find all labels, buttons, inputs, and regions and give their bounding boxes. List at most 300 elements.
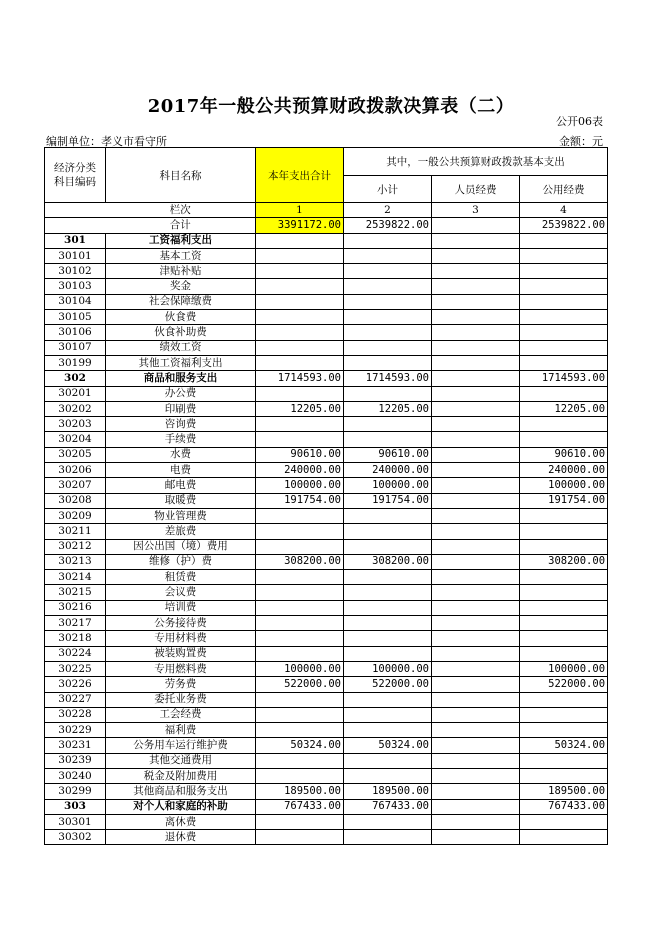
row-public: [520, 325, 608, 340]
row-personnel: [432, 616, 520, 631]
table-row: [45, 830, 608, 845]
row-subtotal: [344, 539, 432, 554]
row-public: [520, 233, 608, 248]
row-subtotal: 12205.00: [344, 401, 432, 416]
row-code: 30302: [45, 830, 106, 845]
row-subtotal: [344, 570, 432, 585]
row-name: 其他商品和服务支出: [106, 784, 256, 799]
row-public: 308200.00: [520, 554, 608, 569]
row-subtotal: [344, 310, 432, 325]
row-total: 308200.00: [256, 554, 344, 569]
row-name: 被装购置费: [106, 646, 256, 661]
row-name: 奖金: [106, 279, 256, 294]
row-personnel: [432, 738, 520, 753]
row-subtotal: [344, 814, 432, 829]
row-total: 240000.00: [256, 463, 344, 478]
row-name: 退休费: [106, 830, 256, 845]
table-row: [45, 294, 608, 309]
table-row: [45, 677, 608, 692]
row-code: 30217: [45, 616, 106, 631]
row-total: [256, 646, 344, 661]
total-total: 3391172.00: [256, 218, 344, 233]
row-name: 因公出国（境）费用: [106, 539, 256, 554]
row-public: [520, 524, 608, 539]
row-personnel: [432, 432, 520, 447]
row-code: 30201: [45, 386, 106, 401]
row-total: [256, 692, 344, 707]
row-public: [520, 814, 608, 829]
header-group: 其中，一般公共预算财政拨款基本支出: [344, 148, 608, 176]
table-row: [45, 371, 608, 386]
row-code: 30224: [45, 646, 106, 661]
row-personnel: [432, 386, 520, 401]
row-personnel: [432, 661, 520, 676]
header-public: 公用经费: [520, 176, 608, 203]
row-total: [256, 508, 344, 523]
row-subtotal: [344, 524, 432, 539]
row-code: 302: [45, 371, 106, 386]
row-name: 伙食补助费: [106, 325, 256, 340]
total-subtotal: 2539822.00: [344, 218, 432, 233]
row-total: 1714593.00: [256, 371, 344, 386]
row-code: 30103: [45, 279, 106, 294]
row-total: [256, 355, 344, 370]
table-row: [45, 264, 608, 279]
row-personnel: [432, 585, 520, 600]
row-personnel: [432, 554, 520, 569]
row-total: 522000.00: [256, 677, 344, 692]
row-code: 30205: [45, 447, 106, 462]
row-subtotal: 240000.00: [344, 463, 432, 478]
row-public: [520, 585, 608, 600]
row-public: [520, 248, 608, 263]
table-row: [45, 447, 608, 462]
row-name: 税金及附加费用: [106, 768, 256, 783]
row-name: 基本工资: [106, 248, 256, 263]
row-name: 印刷费: [106, 401, 256, 416]
row-code: 30215: [45, 585, 106, 600]
row-name: 伙食费: [106, 310, 256, 325]
table-row: [45, 432, 608, 447]
row-public: [520, 539, 608, 554]
row-subtotal: [344, 233, 432, 248]
row-personnel: [432, 646, 520, 661]
table-row: [45, 539, 608, 554]
table-row: [45, 340, 608, 355]
row-name: 培训费: [106, 600, 256, 615]
row-personnel: [432, 723, 520, 738]
row-name: 其他交通费用: [106, 753, 256, 768]
row-code: 30202: [45, 401, 106, 416]
row-public: 90610.00: [520, 447, 608, 462]
row-code: 303: [45, 799, 106, 814]
table-row: [45, 570, 608, 585]
row-personnel: [432, 417, 520, 432]
row-name: 公务用车运行维护费: [106, 738, 256, 753]
row-total: [256, 233, 344, 248]
total-label: 合计: [106, 218, 256, 233]
row-subtotal: [344, 386, 432, 401]
row-code: 30231: [45, 738, 106, 753]
row-total: [256, 753, 344, 768]
row-personnel: [432, 814, 520, 829]
row-code: 30218: [45, 631, 106, 646]
row-code: 301: [45, 233, 106, 248]
row-total: [256, 386, 344, 401]
row-code: 30206: [45, 463, 106, 478]
row-public: 191754.00: [520, 493, 608, 508]
row-code: 30299: [45, 784, 106, 799]
row-subtotal: 50324.00: [344, 738, 432, 753]
row-name: 咨询费: [106, 417, 256, 432]
row-code: 30227: [45, 692, 106, 707]
row-total: [256, 310, 344, 325]
row-personnel: [432, 570, 520, 585]
row-code: 30213: [45, 554, 106, 569]
row-total: [256, 570, 344, 585]
row-code: 30209: [45, 508, 106, 523]
row-public: [520, 723, 608, 738]
row-total: [256, 432, 344, 447]
header-name: 科目名称: [106, 148, 256, 203]
row-personnel: [432, 600, 520, 615]
row-public: [520, 616, 608, 631]
row-total: [256, 814, 344, 829]
budget-table: [44, 147, 608, 845]
row-public: [520, 753, 608, 768]
table-row: [45, 310, 608, 325]
row-personnel: [432, 233, 520, 248]
table-row: [45, 493, 608, 508]
row-personnel: [432, 677, 520, 692]
row-subtotal: 767433.00: [344, 799, 432, 814]
row-name: 取暖费: [106, 493, 256, 508]
row-name: 专用燃料费: [106, 661, 256, 676]
row-name: 津贴补贴: [106, 264, 256, 279]
table-row: [45, 784, 608, 799]
row-code: 30105: [45, 310, 106, 325]
header-total: 本年支出合计: [256, 148, 344, 203]
row-total: [256, 707, 344, 722]
row-personnel: [432, 310, 520, 325]
row-subtotal: [344, 417, 432, 432]
row-subtotal: [344, 600, 432, 615]
row-personnel: [432, 264, 520, 279]
row-personnel: [432, 355, 520, 370]
row-total: [256, 340, 344, 355]
row-total: [256, 723, 344, 738]
table-row: [45, 554, 608, 569]
row-subtotal: [344, 616, 432, 631]
row-total: [256, 631, 344, 646]
row-subtotal: 100000.00: [344, 478, 432, 493]
row-total: 100000.00: [256, 478, 344, 493]
row-total: [256, 830, 344, 845]
row-code: 30204: [45, 432, 106, 447]
row-personnel: [432, 279, 520, 294]
table-row: [45, 723, 608, 738]
table-row: [45, 585, 608, 600]
row-code: 30199: [45, 355, 106, 370]
row-code: 30214: [45, 570, 106, 585]
row-personnel: [432, 539, 520, 554]
row-public: 522000.00: [520, 677, 608, 692]
index-label: 栏次: [106, 203, 256, 218]
row-public: 767433.00: [520, 799, 608, 814]
row-subtotal: [344, 264, 432, 279]
table-row: [45, 616, 608, 631]
table-row: [45, 417, 608, 432]
table-row: [45, 692, 608, 707]
row-name: 离休费: [106, 814, 256, 829]
table-row: [45, 738, 608, 753]
row-name: 绩效工资: [106, 340, 256, 355]
row-subtotal: [344, 585, 432, 600]
table-row: [45, 661, 608, 676]
table-row: [45, 524, 608, 539]
table-row: [45, 799, 608, 814]
row-code: 30226: [45, 677, 106, 692]
row-total: 90610.00: [256, 447, 344, 462]
row-personnel: [432, 508, 520, 523]
row-total: [256, 264, 344, 279]
row-code: 30212: [45, 539, 106, 554]
row-code: 30203: [45, 417, 106, 432]
row-code: 30228: [45, 707, 106, 722]
row-subtotal: [344, 723, 432, 738]
form-number: 公开06表: [556, 115, 603, 128]
header-code: 经济分类 科目编码: [45, 148, 106, 203]
row-subtotal: [344, 325, 432, 340]
row-name: 办公费: [106, 386, 256, 401]
row-total: 189500.00: [256, 784, 344, 799]
row-public: [520, 294, 608, 309]
row-public: [520, 707, 608, 722]
row-code: 30211: [45, 524, 106, 539]
row-code: 30225: [45, 661, 106, 676]
row-total: 50324.00: [256, 738, 344, 753]
row-subtotal: [344, 707, 432, 722]
row-subtotal: [344, 508, 432, 523]
row-code: 30104: [45, 294, 106, 309]
row-subtotal: 191754.00: [344, 493, 432, 508]
row-public: [520, 768, 608, 783]
row-name: 对个人和家庭的补助: [106, 799, 256, 814]
index-c2: 2: [344, 203, 432, 218]
row-subtotal: 308200.00: [344, 554, 432, 569]
row-total: 100000.00: [256, 661, 344, 676]
table-row: [45, 646, 608, 661]
table-row: [45, 463, 608, 478]
row-subtotal: [344, 753, 432, 768]
index-c4: 4: [520, 203, 608, 218]
reporting-unit: 编制单位：孝义市看守所: [46, 135, 167, 148]
row-total: [256, 768, 344, 783]
row-code: 30107: [45, 340, 106, 355]
total-public: 2539822.00: [520, 218, 608, 233]
row-name: 公务接待费: [106, 616, 256, 631]
table-row: [45, 600, 608, 615]
row-public: 50324.00: [520, 738, 608, 753]
row-name: 差旅费: [106, 524, 256, 539]
row-total: [256, 325, 344, 340]
row-subtotal: 522000.00: [344, 677, 432, 692]
total-blank: [45, 218, 106, 233]
index-c3: 3: [432, 203, 520, 218]
row-public: 100000.00: [520, 478, 608, 493]
header-personnel: 人员经费: [432, 176, 520, 203]
index-row: [45, 203, 608, 218]
row-subtotal: [344, 248, 432, 263]
total-row: [45, 218, 608, 233]
row-code: 30240: [45, 768, 106, 783]
table-row: [45, 355, 608, 370]
row-subtotal: [344, 631, 432, 646]
index-blank: [45, 203, 106, 218]
row-personnel: [432, 524, 520, 539]
row-name: 物业管理费: [106, 508, 256, 523]
row-personnel: [432, 401, 520, 416]
total-personnel: [432, 218, 520, 233]
header-subtotal: 小计: [344, 176, 432, 203]
row-name: 租赁费: [106, 570, 256, 585]
row-name: 福利费: [106, 723, 256, 738]
row-code: 30106: [45, 325, 106, 340]
row-code: 30239: [45, 753, 106, 768]
table-row: [45, 753, 608, 768]
row-personnel: [432, 248, 520, 263]
table-row: [45, 325, 608, 340]
row-public: [520, 417, 608, 432]
row-code: 30216: [45, 600, 106, 615]
row-personnel: [432, 325, 520, 340]
row-public: [520, 432, 608, 447]
row-name: 工资福利支出: [106, 233, 256, 248]
row-subtotal: 100000.00: [344, 661, 432, 676]
row-total: [256, 417, 344, 432]
row-personnel: [432, 340, 520, 355]
row-code: 30229: [45, 723, 106, 738]
header-row-1: [45, 148, 608, 176]
row-subtotal: 1714593.00: [344, 371, 432, 386]
row-public: [520, 310, 608, 325]
table-row: [45, 401, 608, 416]
row-code: 30208: [45, 493, 106, 508]
table-row: [45, 386, 608, 401]
row-public: [520, 646, 608, 661]
row-subtotal: [344, 279, 432, 294]
row-personnel: [432, 784, 520, 799]
row-name: 邮电费: [106, 478, 256, 493]
row-public: [520, 830, 608, 845]
row-total: 191754.00: [256, 493, 344, 508]
row-subtotal: 90610.00: [344, 447, 432, 462]
row-personnel: [432, 799, 520, 814]
row-public: [520, 386, 608, 401]
row-public: [520, 570, 608, 585]
table-row: [45, 279, 608, 294]
row-personnel: [432, 493, 520, 508]
row-name: 委托业务费: [106, 692, 256, 707]
row-total: [256, 600, 344, 615]
row-name: 商品和服务支出: [106, 371, 256, 386]
row-public: [520, 340, 608, 355]
row-name: 工会经费: [106, 707, 256, 722]
row-code: 30301: [45, 814, 106, 829]
row-total: 12205.00: [256, 401, 344, 416]
amount-unit: 金额：元: [559, 135, 603, 148]
table-row: [45, 707, 608, 722]
row-name: 专用材料费: [106, 631, 256, 646]
row-personnel: [432, 768, 520, 783]
row-total: [256, 294, 344, 309]
index-c1: 1: [256, 203, 344, 218]
row-public: [520, 264, 608, 279]
row-code: 30101: [45, 248, 106, 263]
row-subtotal: [344, 646, 432, 661]
row-subtotal: 189500.00: [344, 784, 432, 799]
row-personnel: [432, 692, 520, 707]
table-row: [45, 508, 608, 523]
row-subtotal: [344, 768, 432, 783]
table-row: [45, 233, 608, 248]
row-name: 维修（护）费: [106, 554, 256, 569]
row-total: [256, 539, 344, 554]
table-row: [45, 768, 608, 783]
row-public: 12205.00: [520, 401, 608, 416]
row-code: 30102: [45, 264, 106, 279]
row-name: 劳务费: [106, 677, 256, 692]
row-name: 会议费: [106, 585, 256, 600]
row-personnel: [432, 631, 520, 646]
row-personnel: [432, 371, 520, 386]
table-row: [45, 631, 608, 646]
row-total: [256, 248, 344, 263]
page-title: 2017年一般公共预算财政拨款决算表（二）: [147, 96, 515, 117]
table-row: [45, 248, 608, 263]
row-subtotal: [344, 340, 432, 355]
row-name: 水费: [106, 447, 256, 462]
row-total: [256, 524, 344, 539]
row-personnel: [432, 830, 520, 845]
row-personnel: [432, 294, 520, 309]
row-personnel: [432, 447, 520, 462]
row-subtotal: [344, 432, 432, 447]
row-total: [256, 279, 344, 294]
row-total: [256, 616, 344, 631]
row-public: [520, 692, 608, 707]
row-public: [520, 600, 608, 615]
row-public: 189500.00: [520, 784, 608, 799]
row-personnel: [432, 463, 520, 478]
row-name: 手续费: [106, 432, 256, 447]
row-public: 100000.00: [520, 661, 608, 676]
row-name: 社会保障缴费: [106, 294, 256, 309]
row-name: 电费: [106, 463, 256, 478]
row-subtotal: [344, 355, 432, 370]
row-subtotal: [344, 294, 432, 309]
table-row: [45, 814, 608, 829]
table-row: [45, 478, 608, 493]
row-public: [520, 279, 608, 294]
row-name: 其他工资福利支出: [106, 355, 256, 370]
row-subtotal: [344, 830, 432, 845]
row-personnel: [432, 753, 520, 768]
row-total: 767433.00: [256, 799, 344, 814]
row-public: [520, 355, 608, 370]
row-total: [256, 585, 344, 600]
row-public: 1714593.00: [520, 371, 608, 386]
